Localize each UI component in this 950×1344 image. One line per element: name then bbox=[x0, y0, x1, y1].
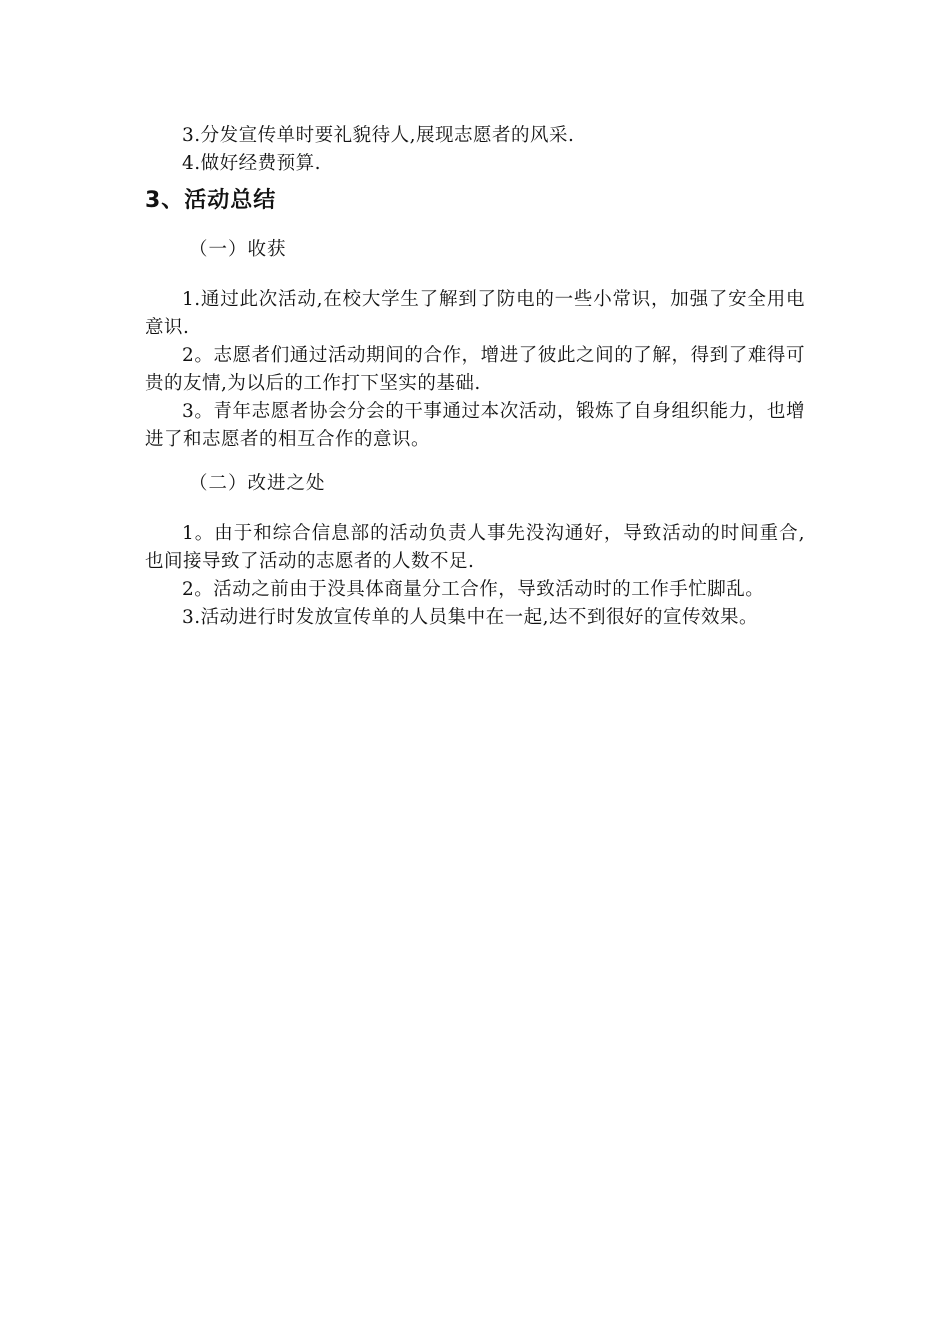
list-item: 2。志愿者们通过活动期间的合作，增进了彼此之间的了解，得到了难得可贵的友情,为以后的工作打下坚实的基础. bbox=[145, 345, 805, 394]
section-heading: 3、活动总结 bbox=[145, 188, 277, 213]
list-item: 3。青年志愿者协会分会的干事通过本次活动，锻炼了自身组织能力，也增进了和志愿者的相互合作的意识。 bbox=[145, 401, 805, 450]
document-body bbox=[145, 122, 805, 632]
list-item: 2。活动之前由于没具体商量分工合作，导致活动时的工作手忙脚乱。 bbox=[182, 579, 765, 600]
list-item: 1.通过此次活动,在校大学生了解到了防电的一些小常识，加强了安全用电意识. bbox=[145, 289, 805, 338]
list-item: 1。由于和综合信息部的活动负责人事先没沟通好，导致活动的时间重合,也间接导致了活动的志愿者的人数不足. bbox=[145, 523, 805, 572]
spacer bbox=[145, 454, 805, 470]
list-item: 3.活动进行时发放宣传单的人员集中在一起,达不到很好的宣传效果。 bbox=[182, 607, 759, 628]
list-item: 4.做好经费预算. bbox=[182, 153, 322, 174]
subsection-title-improvements: （二）改进之处 bbox=[189, 473, 326, 494]
list-item: 3.分发宣传单时要礼貌待人,展现志愿者的风采. bbox=[182, 125, 575, 146]
subsection-title-harvest: （一）收获 bbox=[189, 239, 287, 260]
